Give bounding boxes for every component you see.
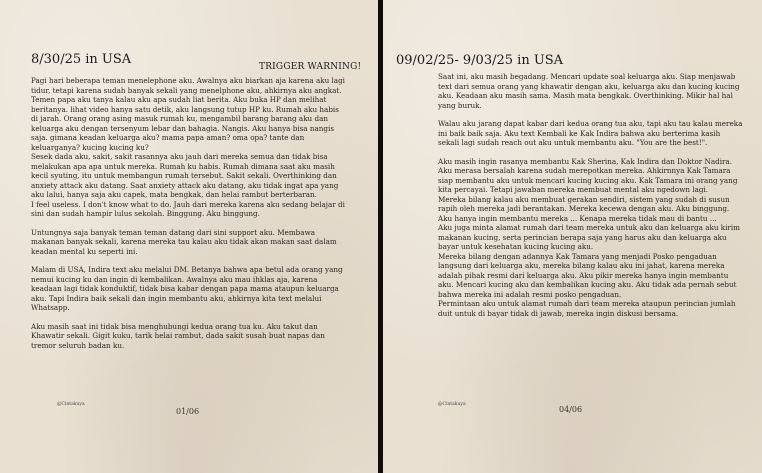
journal-body xyxy=(31,76,346,350)
paragraph: Mereka bilang dengan adannya Kak Tamara yang menjadi Posko pengaduan langsung dari keluarga aku, mereka bilang kalau aku ini jahat, karena mereka adalah pihak resmi dari keluarga aku. Aku pikir mereka hanya ingin membantu aku. Mencari kucing aku dan kembalikan kucing aku. Aku tidak ada pernah sebut bahwa mereka ini adalah resmi posko pengaduan. xyxy=(438,251,737,299)
paragraph: Mereka bilang kalau aku membuat gerakan sendiri, sistem yang sudah di susun rapih oleh mereka jadi berantakan. Mereka kecewa dengan aku. Aku binggung. Aku hanya ingin membantu mereka ... Kenapa mereka tidak mau di bantu ... xyxy=(438,194,730,223)
paragraph: Permintaan aku untuk alamat rumah dari team mereka ataupun perincian jumlah duit untuk di bayar tidak di jawab, mereka ingin diskusi bersama. xyxy=(438,299,736,318)
page-number: 01/06 xyxy=(176,407,200,416)
date-heading: 09/02/25- 9/03/25 in USA xyxy=(396,53,564,68)
journal-page-right xyxy=(383,0,762,473)
author-credit: @Cintakuya xyxy=(438,402,466,407)
paragraph: Aku masih saat ini tidak bisa menghubungi kedua orang tua ku. Aku takut dan Khawatir sekali. Gigit kuku, tarik helai rambut, dada sakit susah buat napas dan tremor seluruh badan ku. xyxy=(31,321,325,350)
paragraph: Pagi hari beberapa teman menelephone aku. Awalnya aku biarkan aja karena aku lagi tidur, tetapi karena sudah banyak sekali yang menelphone aku, ahkirnya aku angkat. Temen papa aku tanya kalau aku apa sudah liat berita. Aku buka HP dan melihat beritanya. lihat video hanya satu detik, aku langsung tutup HP ku. Rumah aku habis di jarah. Orang orang asing masuk rumah ku, mengambil barang barang aku dan keluarga aku dengan tersenyum lebar dan bahagia. Nangis. Aku hanya bisa nangis saja. gimana keadan keluarga aku? mama papa aman? oma opa? tante dan keluarganya? kucing kucing ku? xyxy=(31,76,345,152)
paragraph: I feel useless. I don't know what to do. Jauh dari mereka karena aku sedang belajar di sini dan sudah hampir lulus sekolah. Binggung. Aku binggung. xyxy=(31,199,345,218)
paragraph: Untungnya saja banyak teman teman datang dari sini support aku. Membawa makanan banyak sekali, karena mereka tau kalau aku tidak akan makan saat dalam keadan mental ku seperti ini. xyxy=(31,227,337,256)
page-number: 04/06 xyxy=(559,405,583,414)
paragraph: Malam di USA, Indira text aku melalui DM. Betanya bahwa apa betul ada orang yang nemui kucing ku dan ingin di kembalikan. Awalnya aku mau ihklas aja, karena keadaan lagi tidak konduktif, tidak bisa kabar dengan papa mama ataupun keluarga aku. Tapi Indira baik sekali dan ingin membantu aku, ahkirnya kita text melalui Whatsapp. xyxy=(31,265,343,312)
journal-body xyxy=(438,72,743,318)
paragraph: Walau aku jarang dapat kabar dari kedua orang tua aku, tapi aku tau kalau mereka ini baik baik saja. Aku text Kembali ke Kak Indira bahwa aku berterima kasih sekali lagi sudah reach out aku untuk membantu aku. "You are the best!". xyxy=(438,119,743,147)
paragraph: Sesek dada aku, sakit, sakit rasannya aku jauh dari mereka semua dan tidak bisa melakukan apa apa untuk mereka. Rumah ku habis. Rumah dimana saat aku masih kecil syuting, itu untuk membangun rumah tersebut. Sakit sekali. Overthinking dan anxiety attack aku datang. Saat anxiety attack aku datang, aku tidak ingat apa yang aku lalui, hanya saja aku capek, mata bengkak, dan helai rambut berterbaran. xyxy=(31,152,339,199)
paragraph: Saat ini, aku masih begadang. Mencari update soal keluarga aku. Siap menjawab text dari semua orang yang khawatir dengan aku, keluarga aku dan kucing kucing aku. Keadaan aku masih sama. Masih mata bengkak. Overthinking. Mikir hal hal yang buruk. xyxy=(438,72,740,110)
date-heading: 8/30/25 in USA xyxy=(31,52,132,67)
trigger-warning: TRIGGER WARNING! xyxy=(259,62,362,72)
journal-page-left xyxy=(0,0,378,473)
author-credit: @Cintakuya xyxy=(57,402,85,407)
paragraph: Aku masih ingin rasanya membantu Kak Sherina, Kak Indira dan Doktor Nadira. Aku merasa bersalah karena sudah merepotkan mereka. Ahkirnnya Kak Tamara siap membantu aku untuk mencari kucing kucing aku. Kak Tamara ini orang yang kita percayai. Tetapi jawaban mereka membuat mental aku ngedown lagi. xyxy=(438,156,738,194)
paragraph: Aku juga minta alamat rumah dari team mereka untuk aku dan keluarga aku kirim makanan kucing, serta perincian berapa saja yang harus aku dan keluarga aku bayar untuk kesehatan kucing kucing aku. xyxy=(438,223,740,251)
